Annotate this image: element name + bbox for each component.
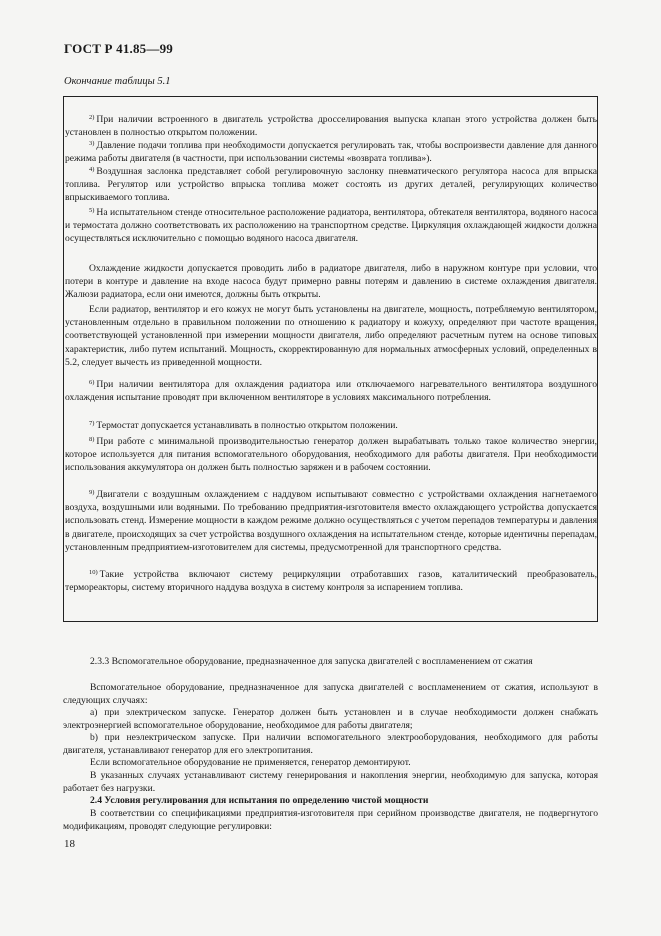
footnote-5-para-2: Охлаждение жидкости допускается проводить либо в радиаторе двигателя, либо в наружном контуре при условии, что потери в контуре и давление на входе насоса будут примерно равны потерям и давлению в системе охлаждения двигателя. Жалюзи радиатора, если они имеются, должны быть открыты. — [65, 263, 597, 301]
footnote-8: $^{8)}$ При работе с минимальной производительностью генератор должен вырабатывать только такое количество энергии, которое используется для питания вспомогательного оборудования, необходимого для работы двигателя. При необходимости использования аккумулятора он должен быть полностью заряжен и в рабочем состоянии. — [65, 436, 597, 474]
document-header: ГОСТ Р 41.85—99 — [64, 41, 173, 56]
footnote-10: $^{10)}$ Такие устройства включают систему рециркуляции отработавших газов, каталитический преобразователь, термореакторы, систему вторичного наддува воздуха в систему контроля за испарением топлива. — [65, 569, 597, 594]
footnote-4: $^{4)}$ Воздушная заслонка представляет собой регулировочную заслонку пневматического регулятора насоса для впрыска топлива. Регулятор или устройство впрыска топлива может состоять из других деталей, регулирующих количество впрыскиваемого топлива. — [65, 166, 597, 204]
section-2-4-heading: 2.4 Условия регулирования для испытания по определению чистой мощности — [90, 795, 429, 806]
body-paragraph: Вспомогательное оборудование, предназначенное для запуска двигателей с воспламенением от сжатия, используют в следующих случаях: — [63, 682, 598, 706]
section-2-3-3-heading: 2.3.3 Вспомогательное оборудование, предназначенное для запуска двигателей с воспламенением от сжатия — [90, 656, 533, 667]
footnote-3: $^{3)}$ Давление подачи топлива при необходимости допускается регулировать так, чтобы воспроизвести давление для данного режима работы двигателя (в частности, при использовании системы «возврата топлива»). — [65, 140, 597, 165]
body-paragraph: Если вспомогательное оборудование не применяется, генератор демонтируют. — [90, 757, 411, 768]
footnote-5: $^{5)}$ На испытательном стенде относительное расположение радиатора, вентилятора, обтекателя вентилятора, водяного насоса и термостата должно соответствовать их расположению на транспортном средстве. Циркуляция охлаждающей жидкости должна осуществляться исключительно с помощью водяного насоса двигателя. — [65, 207, 597, 245]
list-item-a: а) при электрическом запуске. Генератор должен быть установлен и в случае необходимости должен снабжать электроэнергией вспомогательное оборудование, необходимое для работы двигателя; — [63, 707, 598, 731]
footnote-5-para-3: Если радиатор, вентилятор и его кожух не могут быть установлены на двигателе, мощность, потребляемую вентилятором, установленным отдельно в правильном положении по отношению к радиатору и кожуху, определяют при частоте вращения, соответствующей установленной при измерении мощности двигателя, либо определяют расчетным путем на основе типовых характеристик, либо путем испытаний. Мощность, скорректированную для нормальных атмосферных условий, определенных в 5.2, следует вычесть из приведенной мощности. — [65, 304, 597, 368]
footnote-9: $^{9)}$ Двигатели с воздушным охлаждением с наддувом испытывают совместно с устройствами охлаждения нагнетаемого воздуха, воздушными или водяными. По требованию предприятия-изготовителя вместо охлаждающего устройства допускается использовать стенд. Измерение мощности в каждом режиме должно осуществляться с учетом перепадов температуры и давления в двигателе, происходящих за счет устройства воздушного охлаждения на испытательном стенде, которые идентичны перепадам, установленным предприятием-изготовителем для системы, предусмотренной для транспортного средства. — [65, 489, 597, 553]
footnote-2: $^{2)}$ При наличии встроенного в двигатель устройства дросселирования выпуска клапан этого устройства должен быть установлен в полностью открытом положении. — [65, 114, 597, 139]
footnote-7: $^{7)}$ Термостат допускается устанавливать в полностью открытом положении. — [89, 420, 398, 431]
body-paragraph: В соответствии со спецификациями предприятия-изготовителя при серийном производстве двигателя, не подвергнутого модификациям, проводят следующие регулировки: — [63, 808, 598, 832]
page-number: 18 — [64, 838, 75, 850]
footnote-6: $^{6)}$ При наличии вентилятора для охлаждения радиатора или отключаемого нагревательного вентилятора воздушного охлаждения испытание проводят при включенном вентиляторе в условиях максимального потребления. — [65, 379, 597, 404]
list-item-b: b) при неэлектрическом запуске. При наличии вспомогательного электрооборудования, необходимого для работы двигателя, устанавливают генератор для его электропитания. — [63, 732, 598, 756]
body-paragraph: В указанных случаях устанавливают систему генерирования и накопления энергии, необходимую для запуска, которая работает без нагрузки. — [63, 770, 598, 794]
table-caption: Окончание таблицы 5.1 — [64, 76, 171, 87]
